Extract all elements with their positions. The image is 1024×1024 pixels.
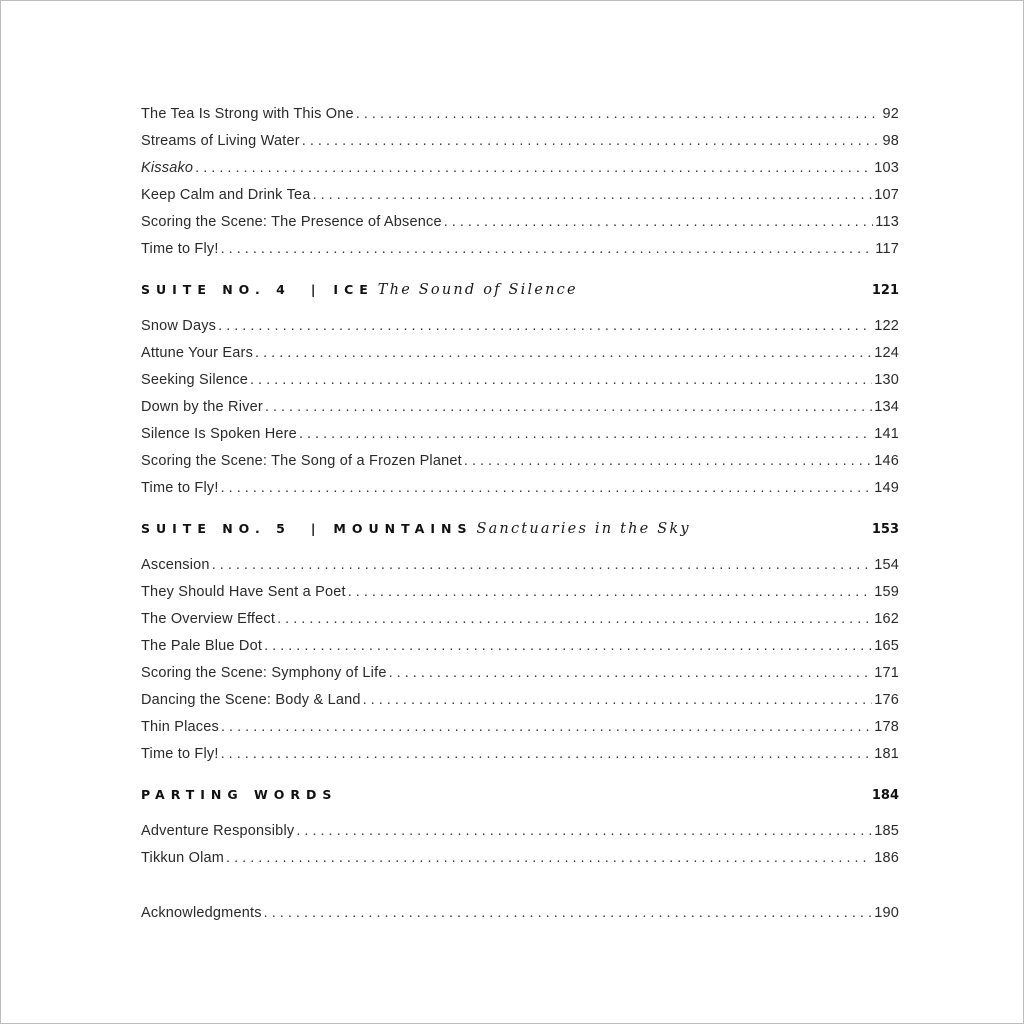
- dot-leader: [302, 133, 881, 149]
- entry-title: Dancing the Scene: Body & Land: [141, 692, 361, 708]
- entry-title: The Tea Is Strong with This One: [141, 106, 354, 122]
- entry-page-number: 154: [874, 557, 899, 573]
- dot-leader: [464, 453, 872, 469]
- entry-title: Silence Is Spoken Here: [141, 426, 297, 442]
- entry-page-number: 134: [874, 399, 899, 415]
- entry-page-number: 103: [874, 160, 899, 176]
- section-heading[interactable]: [141, 282, 899, 318]
- toc-entry[interactable]: [141, 638, 899, 665]
- entry-title: The Pale Blue Dot: [141, 638, 263, 654]
- section-heading[interactable]: [141, 521, 899, 557]
- dot-leader: [195, 160, 872, 176]
- entry-page-number: 190: [874, 905, 899, 921]
- entry-title: Kissako: [141, 160, 194, 176]
- entry-page-number: 130: [874, 372, 899, 388]
- toc-entry[interactable]: [141, 692, 899, 719]
- toc-entry[interactable]: [141, 453, 899, 480]
- dot-leader: [277, 611, 872, 627]
- toc-entry[interactable]: [141, 187, 899, 214]
- dot-leader: [356, 106, 881, 122]
- section-page-number: 153: [871, 522, 899, 537]
- section-theme: ICE: [333, 282, 374, 297]
- entry-title: Time to Fly!: [141, 480, 219, 496]
- entry-title: Acknowledgments: [141, 905, 262, 921]
- entry-title: Time to Fly!: [141, 241, 219, 257]
- dot-leader: [226, 850, 872, 866]
- dot-leader: [250, 372, 872, 388]
- section-label: PARTING WORDS: [141, 787, 338, 802]
- toc-entry[interactable]: [141, 214, 899, 241]
- entry-page-number: 113: [875, 214, 899, 230]
- entry-page-number: 159: [874, 584, 899, 600]
- toc-entry[interactable]: [141, 611, 899, 638]
- entry-title: Thin Places: [141, 719, 219, 735]
- entry-page-number: 165: [874, 638, 899, 654]
- dot-leader: [389, 665, 873, 681]
- toc-entry[interactable]: [141, 318, 899, 345]
- entry-title: Keep Calm and Drink Tea: [141, 187, 311, 203]
- entry-title: Attune Your Ears: [141, 345, 254, 361]
- entry-title: They Should Have Sent a Poet: [141, 584, 346, 600]
- entry-page-number: 181: [874, 746, 899, 762]
- entry-page-number: 92: [882, 106, 899, 122]
- entry-page-number: 185: [874, 823, 899, 839]
- dot-leader: [313, 187, 873, 203]
- dot-leader: [221, 241, 874, 257]
- section-subtitle: The Sound of Silence: [377, 282, 578, 298]
- section-label: SUITE NO. 5: [141, 521, 291, 536]
- toc-entry[interactable]: [141, 372, 899, 399]
- entry-page-number: 171: [874, 665, 899, 681]
- toc-entry[interactable]: [141, 665, 899, 692]
- dot-leader: [264, 638, 872, 654]
- section-label: SUITE NO. 4: [141, 282, 291, 297]
- toc-entry[interactable]: [141, 557, 899, 584]
- dot-leader: [444, 214, 874, 230]
- entry-title: Seeking Silence: [141, 372, 248, 388]
- toc-entry[interactable]: [141, 584, 899, 611]
- section-separator: |: [310, 521, 316, 536]
- dot-leader: [221, 480, 873, 496]
- entry-title: Time to Fly!: [141, 746, 219, 762]
- entry-title: Tikkun Olam: [141, 850, 225, 866]
- dot-leader: [348, 584, 873, 600]
- entry-page-number: 98: [882, 133, 899, 149]
- dot-leader: [221, 719, 872, 735]
- toc-entry[interactable]: [141, 106, 899, 133]
- toc-entry[interactable]: [141, 345, 899, 372]
- toc-entry[interactable]: [141, 823, 899, 850]
- entry-title: Scoring the Scene: The Song of a Frozen Planet: [141, 453, 462, 469]
- entry-title: The Overview Effect: [141, 611, 276, 627]
- dot-leader: [212, 557, 873, 573]
- toc-entry[interactable]: [141, 399, 899, 426]
- entry-page-number: 178: [874, 719, 899, 735]
- section-theme: MOUNTAINS: [333, 521, 473, 536]
- section-spacer: [141, 877, 899, 905]
- dot-leader: [363, 692, 873, 708]
- toc-entry[interactable]: [141, 905, 899, 932]
- entry-title: Streams of Living Water: [141, 133, 300, 149]
- entry-title: Scoring the Scene: Symphony of Life: [141, 665, 387, 681]
- dot-leader: [264, 905, 873, 921]
- entry-page-number: 149: [874, 480, 899, 496]
- entry-title: Scoring the Scene: The Presence of Absence: [141, 214, 442, 230]
- toc-entry[interactable]: [141, 480, 899, 507]
- entry-page-number: 162: [874, 611, 899, 627]
- entry-page-number: 176: [874, 692, 899, 708]
- entry-page-number: 107: [874, 187, 899, 203]
- section-separator: |: [310, 282, 316, 297]
- toc-entry[interactable]: [141, 133, 899, 160]
- toc-entry[interactable]: [141, 850, 899, 877]
- entry-page-number: 122: [874, 318, 899, 334]
- table-of-contents: [141, 106, 899, 932]
- entry-title: Ascension: [141, 557, 210, 573]
- entry-page-number: 146: [874, 453, 899, 469]
- section-subtitle: Sanctuaries in the Sky: [476, 521, 691, 537]
- entry-title: Adventure Responsibly: [141, 823, 295, 839]
- entry-page-number: 124: [874, 345, 899, 361]
- toc-entry[interactable]: [141, 426, 899, 453]
- dot-leader: [265, 399, 872, 415]
- toc-entry[interactable]: [141, 160, 899, 187]
- dot-leader: [218, 318, 872, 334]
- toc-entry[interactable]: [141, 746, 899, 773]
- section-heading[interactable]: [141, 787, 899, 823]
- entry-title: Down by the River: [141, 399, 263, 415]
- dot-leader: [221, 746, 873, 762]
- entry-page-number: 141: [874, 426, 899, 442]
- section-page-number: 184: [871, 788, 899, 803]
- entry-page-number: 117: [875, 241, 899, 257]
- entry-title: Snow Days: [141, 318, 217, 334]
- section-page-number: 121: [871, 283, 899, 298]
- dot-leader: [255, 345, 872, 361]
- toc-entry[interactable]: [141, 241, 899, 268]
- toc-entry[interactable]: [141, 719, 899, 746]
- entry-page-number: 186: [874, 850, 899, 866]
- dot-leader: [299, 426, 872, 442]
- dot-leader: [296, 823, 872, 839]
